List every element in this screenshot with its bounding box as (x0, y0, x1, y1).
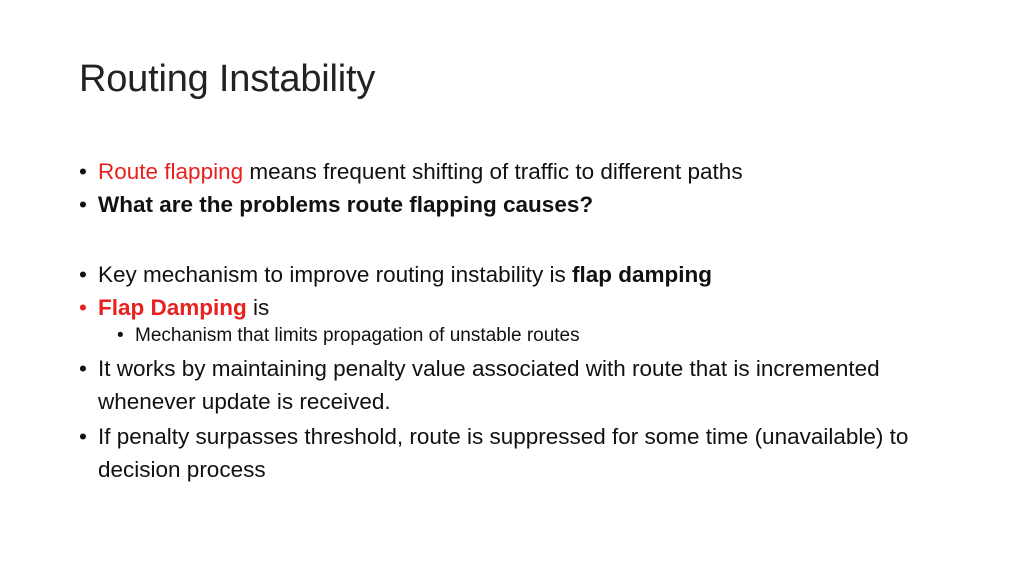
bullet-key-mechanism (79, 258, 959, 291)
bullet-dot: • (79, 356, 87, 381)
bullet-text: is (246, 295, 270, 320)
sub-bullet-mechanism (79, 323, 959, 349)
bullet-dot: • (79, 424, 87, 449)
bullet-penalty-value (79, 352, 959, 418)
bullet-problems-question (79, 188, 959, 221)
sub-bullet-text: Mechanism that limits propagation of unstable routes (135, 325, 580, 346)
route-flapping-term: Route flapping (98, 159, 244, 184)
bullet-text: It works by maintaining penalty value associated with route that is incremented whenever update is received. (98, 356, 880, 414)
bullet-list (79, 155, 959, 486)
bullet-dot: • (79, 159, 87, 184)
flap-damping-heading: Flap Damping (98, 295, 247, 320)
flap-damping-term: flap damping (571, 262, 712, 287)
bullet-penalty-threshold (79, 420, 959, 486)
bullet-dot: • (79, 192, 87, 217)
slide-title: Routing Instability (79, 58, 376, 100)
bullet-dot: • (79, 262, 87, 287)
sub-bullet-dot: • (117, 325, 124, 346)
bullet-flap-damping-is (79, 291, 959, 324)
bullet-text: means frequent shifting of traffic to different paths (243, 159, 743, 184)
bullet-text: Key mechanism to improve routing instability is (98, 262, 572, 287)
bullet-route-flapping (79, 155, 959, 188)
bullet-text: If penalty surpasses threshold, route is suppressed for some time (unavailable) to decision process (98, 424, 909, 482)
bullet-dot: • (79, 295, 87, 320)
bullet-text: What are the problems route flapping causes? (98, 192, 594, 217)
